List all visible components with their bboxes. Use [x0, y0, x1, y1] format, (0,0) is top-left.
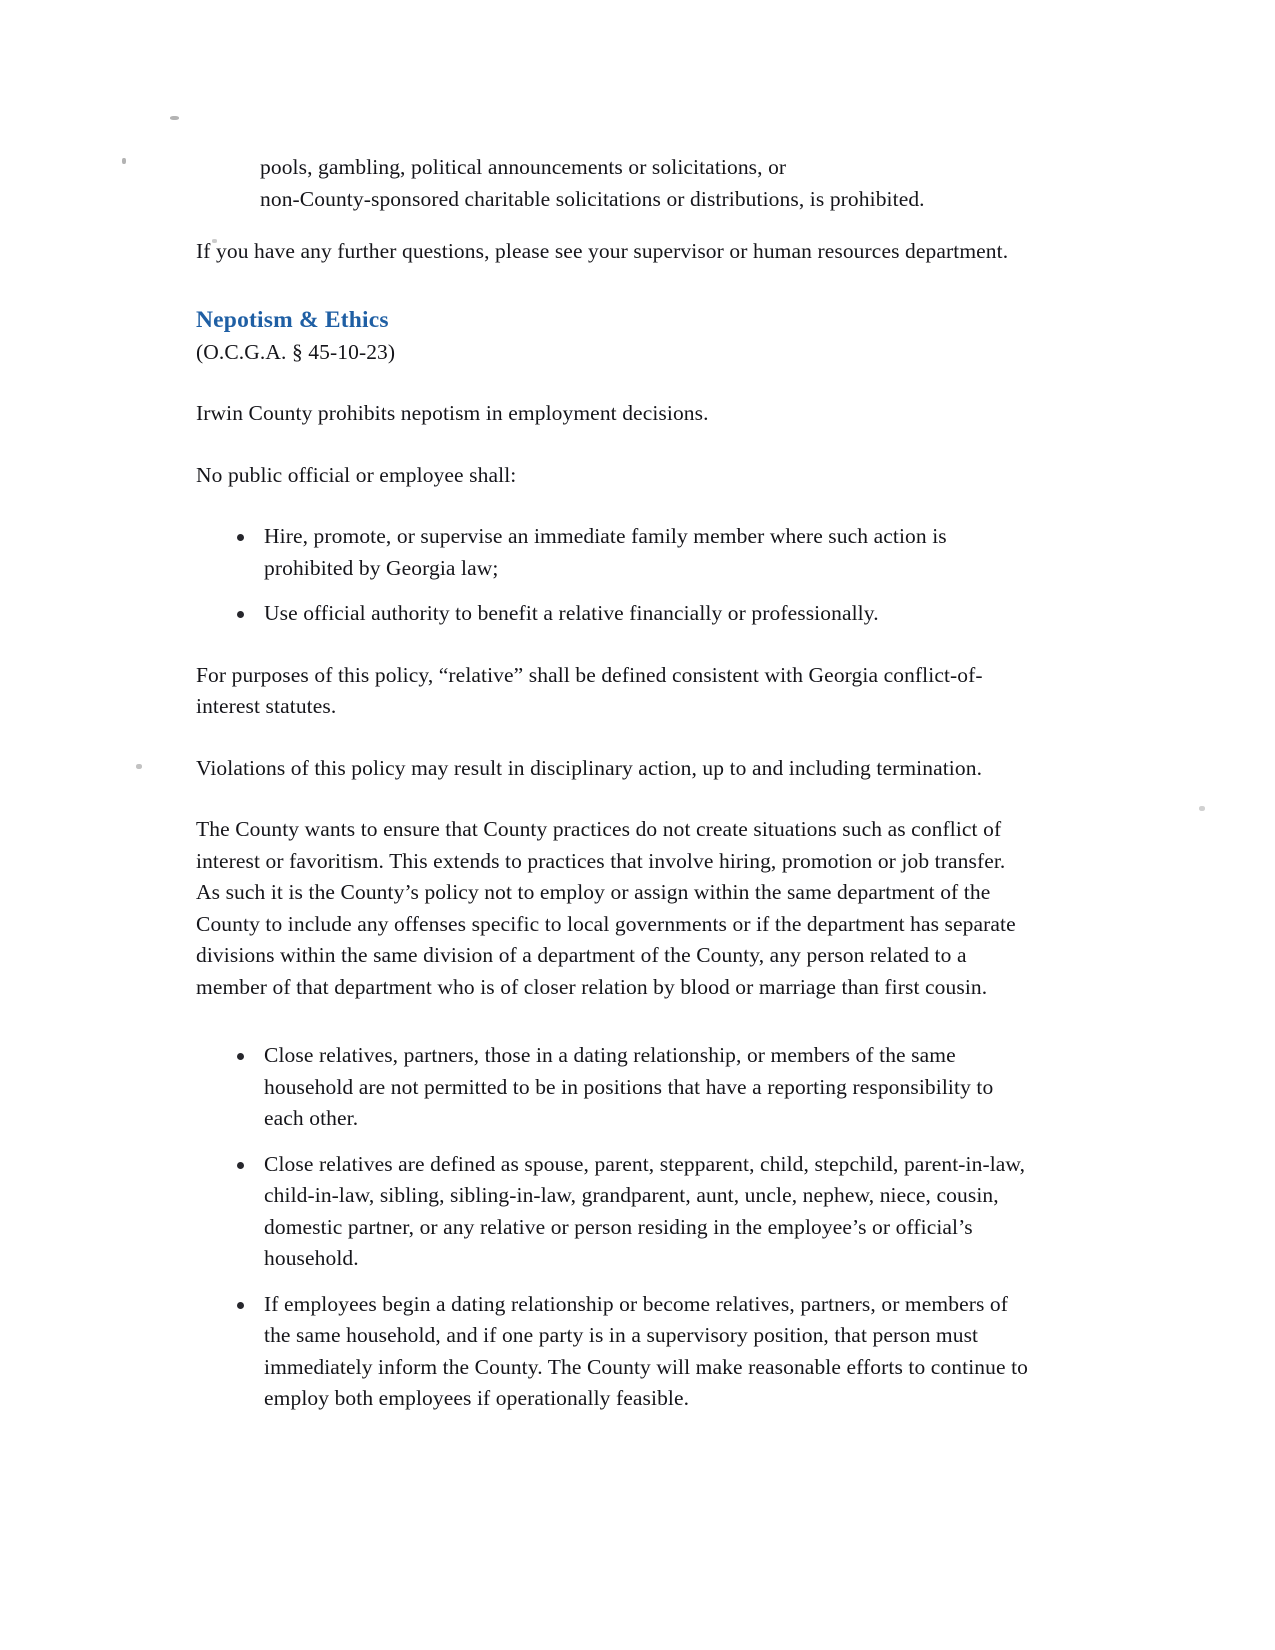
- list-item-text: Close relatives are defined as spouse, parent, stepparent, child, stepchild, parent-in-law, child-in-law, sibling, sibling-in-law, grandparent, aunt, uncle, nephew, niece, cousin, domestic partner, or any relative or person residing in the employee’s or official’s household.: [264, 1151, 1026, 1270]
- list-item-text: Use official authority to benefit a relative financially or professionally.: [264, 601, 879, 625]
- carryover-line-2: non-County-sponsored charitable solicitations or distributions, is prohibited.: [260, 186, 925, 211]
- relative-definition-paragraph: For purposes of this policy, “relative” shall be defined consistent with Georgia conflict-of-interest statutes.: [196, 662, 983, 718]
- spacer: [196, 740, 1030, 753]
- document-body: [196, 152, 1030, 1432]
- questions-paragraph: If you have any further questions, please see your supervisor or human resources department.: [196, 239, 1009, 263]
- section-heading-nepotism-ethics: Nepotism & Ethics: [196, 306, 389, 333]
- spacer: [196, 801, 1030, 814]
- spacer: [196, 385, 1030, 398]
- list-item-text: Close relatives, partners, those in a dating relationship, or members of the same household are not permitted to be in positions that have a reporting responsibility to each other.: [264, 1043, 994, 1130]
- list-item: [196, 598, 1030, 630]
- carryover-bullet-text: [196, 152, 1030, 215]
- spacer: [196, 1020, 1030, 1040]
- list-item-text: Hire, promote, or supervise an immediate family member where such action is prohibited by Georgia law;: [264, 524, 947, 580]
- spacer: [196, 647, 1030, 660]
- nepotism-intro-paragraph: Irwin County prohibits nepotism in employment decisions.: [196, 401, 709, 425]
- scan-speckle: [170, 116, 179, 120]
- relative-rules-list: [196, 1040, 1030, 1415]
- bullet-icon: [237, 1162, 244, 1169]
- conflict-of-interest-paragraph: The County wants to ensure that County practices do not create situations such as conflict of interest or favoritism. This extends to practices that involve hiring, promotion or job transfer. As such it is the County’s policy not to employ or assign within the same department of the County to include any offenses specific to local governments or if the department has separate divisions within the same division of a department of the County, any person related to a member of that department who is of closer relation by blood or marriage than first cousin.: [196, 817, 1016, 999]
- list-item-text: If employees begin a dating relationship or become relatives, partners, or members of the same household, and if one party is in a supervisory position, that person must immediately inform the County. The County will make reasonable efforts to continue to employ both employees if operationally feasible.: [264, 1291, 1029, 1410]
- bullet-icon: [237, 1302, 244, 1309]
- scan-speckle: [122, 158, 126, 164]
- violations-paragraph: Violations of this policy may result in disciplinary action, up to and including termination.: [196, 755, 983, 780]
- spacer: [196, 508, 1030, 521]
- scan-speckle: [136, 764, 142, 769]
- statute-citation: (O.C.G.A. § 45-10-23): [196, 339, 396, 364]
- bullet-icon: [237, 534, 244, 541]
- list-item: [196, 1149, 1030, 1275]
- bullet-icon: [237, 611, 244, 618]
- scan-speckle: [1199, 806, 1205, 811]
- prohibitions-list: [196, 521, 1030, 630]
- list-item: [196, 1040, 1030, 1135]
- carryover-line-1: pools, gambling, political announcements or solicitations, or: [260, 155, 787, 179]
- prohibitions-lead-in: No public official or employee shall:: [196, 462, 517, 487]
- bullet-icon: [237, 1053, 244, 1060]
- list-item: [196, 521, 1030, 584]
- spacer: [196, 285, 1030, 305]
- spacer: [196, 447, 1030, 460]
- list-item: [196, 1289, 1030, 1415]
